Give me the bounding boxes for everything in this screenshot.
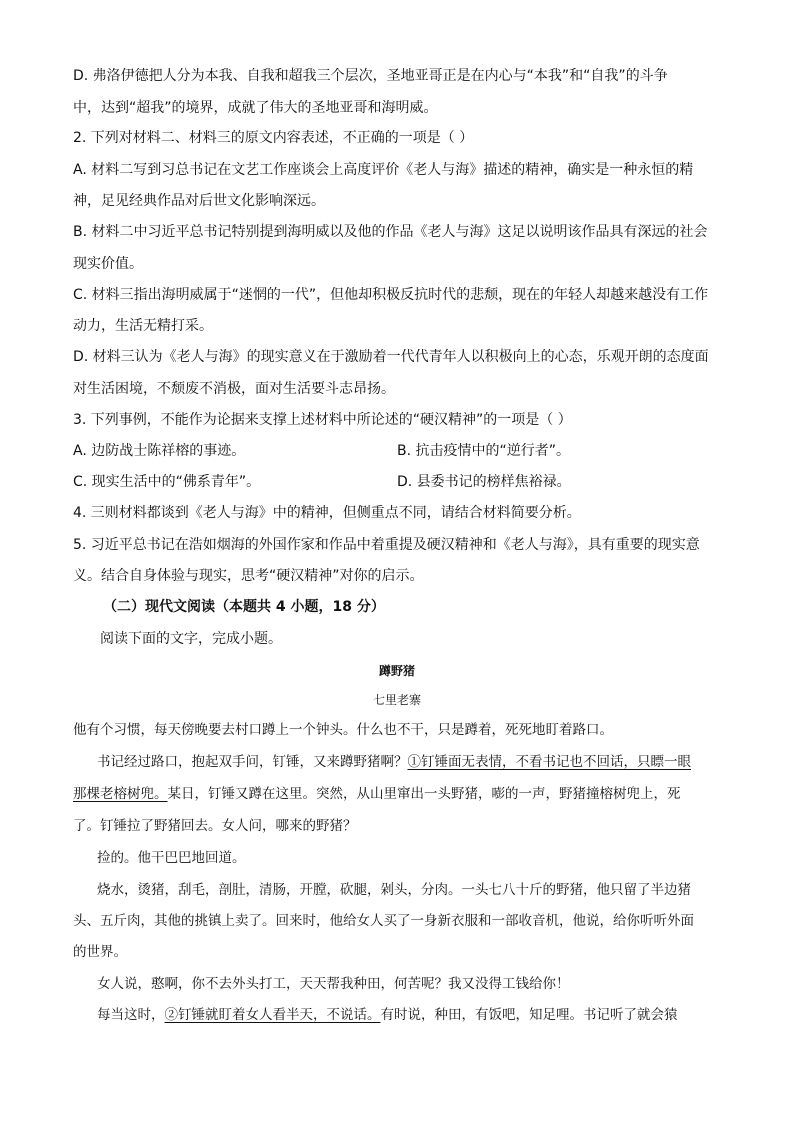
story-text: 有时说，种田，有饭吧，知足哩。书记听了就会猿 xyxy=(380,1007,678,1023)
question-3: 3. 下列事例，不能作为论据来支撑上述材料中所论述的“硬汉精神”的一项是（ ） xyxy=(73,412,572,428)
option-b-cont: 现实价值。 xyxy=(73,256,143,272)
option-b: B. 材料二中习近平总书记特别提到海明威以及他的作品《老人与海》这足以说明该作品具有深远的社会 xyxy=(73,224,708,240)
option-d-cont: 对生活困境，不颓废不消极，面对生活要斗志昂扬。 xyxy=(73,381,395,397)
option-d: D. 材料三认为《老人与海》的现实意义在于激励着一代代青年人以积极向上的心态，乐观开朗的态度面 xyxy=(73,349,709,365)
question-5: 5. 习近平总书记在浩如烟海的外国作家和作品中着重提及硬汉精神和《老人与海》，具有重要的现实意 xyxy=(73,537,700,553)
q3-option-c: C. 现实生活中的“佛系青年”。 xyxy=(73,474,261,490)
story-paragraph: 的世界。 xyxy=(73,944,127,960)
story-title: 蹲野猪 xyxy=(378,664,415,678)
story-text: 书记经过路口，抱起双手问，钉锤，又来蹲野猪啊？ xyxy=(97,754,408,770)
story-paragraph xyxy=(97,752,691,772)
story-paragraph xyxy=(73,784,681,804)
story-paragraph xyxy=(97,1005,678,1025)
q3-option-a: A. 边防战士陈祥榕的事迹。 xyxy=(73,443,246,459)
q3-option-b: B. 抗击疫情中的“逆行者”。 xyxy=(397,443,571,459)
text-line: 中，达到“超我”的境界，成就了伟大的圣地亚哥和海明威。 xyxy=(73,100,438,116)
story-author: 七里老寨 xyxy=(372,693,421,707)
option-c-cont: 动力，生活无精打采。 xyxy=(73,318,213,334)
story-text: 某日，钉锤又蹲在这里。突然，从山里窜出一头野猪，嘭的一声，野猪撞榕树兜上，死 xyxy=(167,786,681,802)
underlined-sentence-2: ②钉锤就盯着女人看半天，不说话。 xyxy=(164,1007,381,1023)
story-text: 每当这时， xyxy=(97,1007,165,1023)
text-line: D. 弗洛伊德把人分为本我、自我和超我三个层次，圣地亚哥正是在内心与“本我”和“自我”的斗争 xyxy=(73,68,668,84)
underlined-sentence-1: ①钉锤面无表情，不看书记也不回话，只瞟一眼 xyxy=(407,754,691,770)
option-a-cont: 神，足见经典作品对后世文化影响深远。 xyxy=(73,193,325,209)
question-4: 4. 三则材料都谈到《老人与海》中的精神，但侧重点不同，请结合材料简要分析。 xyxy=(73,505,581,521)
story-paragraph: 捡的。他干巴巴地回道。 xyxy=(97,850,246,866)
story-paragraph: 烧水，烫猪，刮毛，剖肚，清肠，开膛，砍腿，剁头，分肉。一头七八十斤的野猪，他只留了半边猪 xyxy=(97,882,691,898)
underlined-sentence-1-cont: 那棵老榕树兜。 xyxy=(73,786,168,802)
story-paragraph: 女人说，憨啊，你不去外头打工，天天帮我种田，何苦呢？我又没得工钱给你！ xyxy=(97,976,570,992)
section-heading: （二）现代文阅读（本题共 4 小题，18 分） xyxy=(103,599,385,615)
q3-option-d: D. 县委书记的榜样焦裕禄。 xyxy=(397,474,571,490)
option-a: A. 材料二写到习总书记在文艺工作座谈会上高度评价《老人与海》描述的精神，确实是一种永恒的精 xyxy=(73,162,694,178)
instructions: 阅读下面的文字，完成小题。 xyxy=(100,631,282,647)
story-paragraph: 头、五斤肉，其他的挑镇上卖了。回来时，他给女人买了一身新衣服和一部收音机，他说，给你听听外面 xyxy=(73,913,694,929)
option-c: C. 材料三指出海明威属于“迷惘的一代”，但他却积极反抗时代的悲颓，现在的年轻人却越来越没有工作 xyxy=(73,287,709,303)
story-paragraph: 了。钉锤拉了野猪回去。女人问，哪来的野猪？ xyxy=(73,818,357,834)
story-paragraph: 他有个习惯，每天傍晚要去村口蹲上一个钟头。什么也不干，只是蹲着，死死地盯着路口。 xyxy=(73,722,613,738)
question-2: 2. 下列对材料二、材料三的原文内容表述，不正确的一项是（ ） xyxy=(73,130,474,146)
question-5-cont: 义。结合自身体验与现实，思考“硬汉精神”对你的启示。 xyxy=(73,568,424,584)
